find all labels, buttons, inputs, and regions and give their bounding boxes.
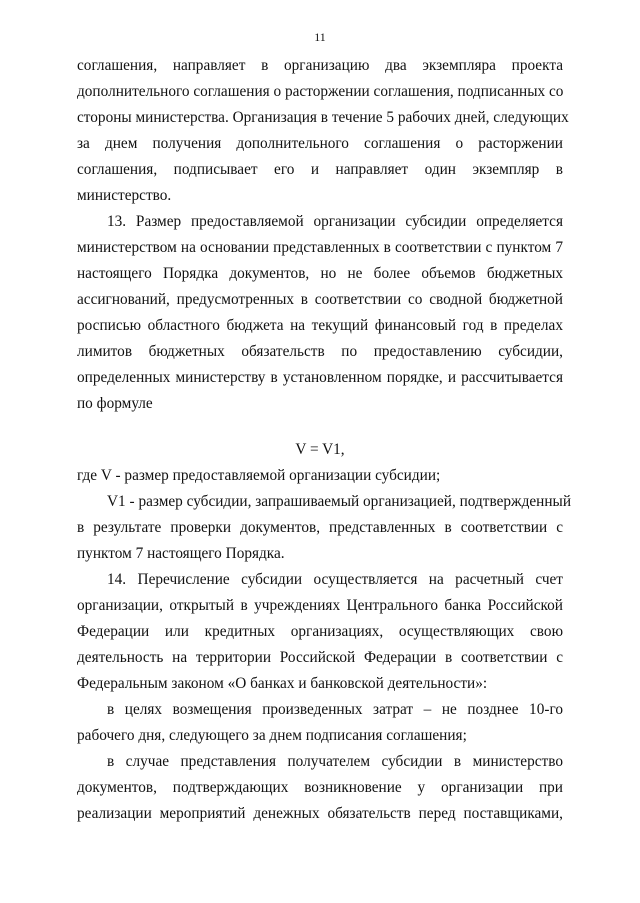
text-line: стороны министерства. Организация в течение 5 рабочих дней, следующих	[77, 109, 569, 126]
text-line: пунктом 7 настоящего Порядка.	[77, 545, 285, 562]
text-line: ассигнований, предусмотренных в соответствии со сводной бюджетной	[77, 291, 563, 308]
paragraph-13-start: 13. Размер предоставляемой организации субсидии определяется	[107, 213, 563, 230]
text-line: Федерации или кредитных организациях, осуществляющих свою	[77, 623, 563, 640]
list-item-obligations: в случае представления получателем субсидии в министерство	[107, 753, 563, 770]
text-line: документов, подтверждающих возникновение у организации при	[77, 779, 563, 796]
formula-legend-v: где V - размер предоставляемой организации субсидии;	[77, 467, 441, 484]
formula-legend-v1: V1 - размер субсидии, запрашиваемый организацией, подтвержденный	[107, 493, 572, 510]
text-line: организации, открытый в учреждениях Центрального банка Российской	[77, 597, 563, 614]
formula: V = V1,	[295, 441, 345, 458]
text-line: лимитов бюджетных обязательств по предоставлению субсидии,	[77, 343, 563, 360]
text-line: соглашения, подписывает его и направляет один экземпляр в	[77, 161, 563, 178]
text-line: в результате проверки документов, представленных в соответствии с	[77, 519, 563, 536]
text-line: определенных министерству в установленном порядке, и рассчитывается	[77, 369, 563, 386]
text-line: настоящего Порядка документов, но не более объемов бюджетных	[77, 265, 563, 282]
page-number: 11	[314, 30, 326, 44]
text-line: за днем получения дополнительного соглашения о расторжении	[77, 135, 563, 152]
text-line: дополнительного соглашения о расторжении соглашения, подписанных со	[77, 83, 564, 100]
text-line: министерством на основании представленных в соответствии с пунктом 7	[77, 239, 563, 256]
text-line: деятельность на территории Российской Федерации в соответствии с	[77, 649, 563, 666]
text-line: рабочего дня, следующего за днем подписания соглашения;	[77, 727, 467, 744]
text-line: Федеральным законом «О банках и банковской деятельности»:	[77, 675, 488, 692]
paragraph-14-start: 14. Перечисление субсидии осуществляется на расчетный счет	[107, 571, 563, 588]
text-line: реализации мероприятий денежных обязательств перед поставщиками,	[77, 805, 563, 822]
text-line: соглашения, направляет в организацию два экземпляра проекта	[77, 57, 563, 74]
list-item-reimbursement: в целях возмещения произведенных затрат – не позднее 10-го	[107, 701, 563, 718]
text-line: росписью областного бюджета на текущий финансовый год в пределах	[77, 317, 563, 334]
text-line: по формуле	[77, 395, 153, 412]
text-line: министерство.	[77, 187, 172, 204]
